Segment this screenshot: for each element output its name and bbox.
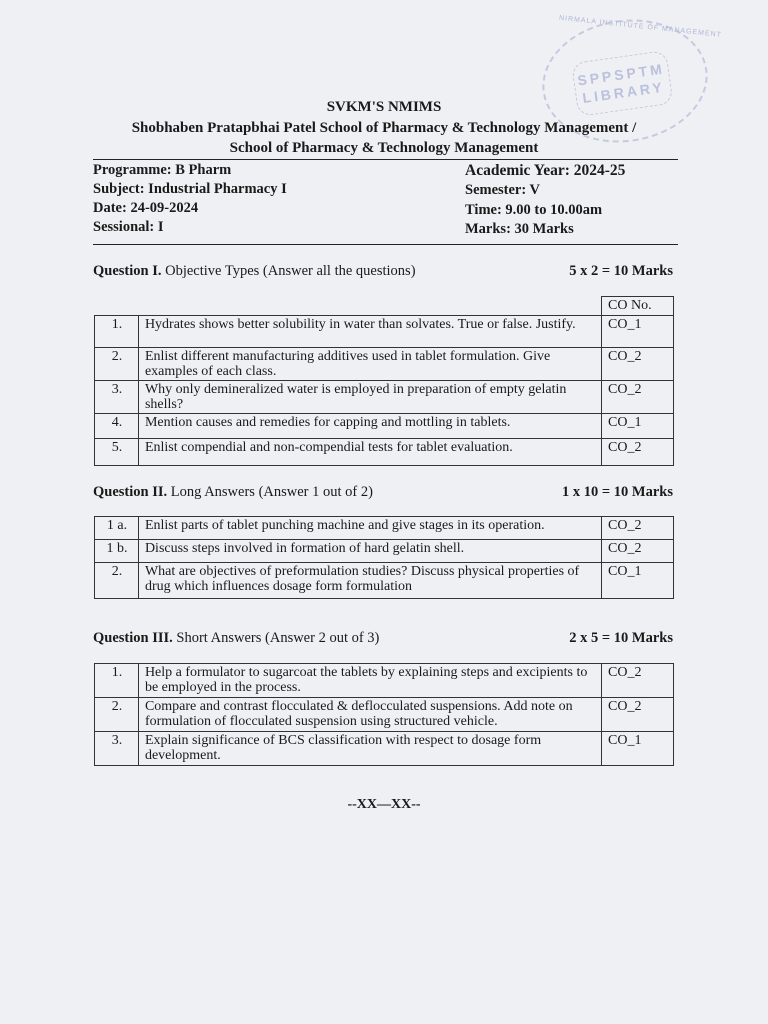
end-of-paper-mark: --XX—XX-- (347, 797, 421, 812)
question-text: Compare and contrast flocculated & deflocculated suspensions. Add note on formulation of flocculated suspension using structured vehicle. (138, 698, 601, 732)
q2-table (94, 516, 674, 599)
table-row (95, 664, 674, 698)
question-number: 5. (95, 439, 139, 466)
table-row (95, 732, 674, 766)
co-number: CO_2 (602, 664, 674, 698)
question-number: 1. (95, 664, 139, 698)
question-number: 2. (95, 698, 139, 732)
q1-marks: 5 x 2 = 10 Marks (569, 263, 673, 279)
co-number: CO_2 (602, 698, 674, 732)
question-text: Discuss steps involved in formation of hard gelatin shell. (138, 540, 601, 563)
question-text: Why only demineralized water is employed in preparation of empty gelatin shells? (138, 381, 601, 414)
question-number: 1 b. (95, 540, 139, 563)
co-number: CO_1 (602, 732, 674, 766)
co-number: CO_2 (602, 381, 674, 414)
table-row (95, 439, 674, 466)
question-number: 2. (95, 348, 139, 381)
academic-year: Academic Year: 2024-25 (465, 162, 626, 179)
co-number: CO_1 (602, 563, 674, 599)
table-row (95, 348, 674, 381)
co-number: CO_1 (602, 316, 674, 348)
q1-table (94, 296, 674, 466)
table-row (95, 540, 674, 563)
semester: Semester: V (465, 182, 541, 198)
question-text: What are objectives of preformulation studies? Discuss physical properties of drug which influences dosage form formulation (138, 563, 601, 599)
question-number: 2. (95, 563, 139, 599)
table-row (95, 517, 674, 540)
exam-date: Date: 24-09-2024 (93, 200, 199, 216)
header-rule-top (93, 159, 678, 160)
q1-label: Question I. (93, 263, 162, 279)
table-row (95, 381, 674, 414)
q3-table (94, 663, 674, 766)
q2-label: Question II. (93, 484, 168, 500)
table-row (95, 316, 674, 348)
q2-title: Long Answers (Answer 1 out of 2) (170, 484, 373, 500)
question-number: 4. (95, 414, 139, 439)
school-line-2: School of Pharmacy & Technology Management (229, 140, 539, 156)
co-number: CO_2 (602, 348, 674, 381)
q2-heading (93, 484, 673, 501)
question-number: 3. (95, 381, 139, 414)
q3-label: Question III. (93, 630, 173, 646)
question-text: Hydrates shows better solubility in water than solvates. True or false. Justify. (138, 316, 601, 348)
question-text: Enlist parts of tablet punching machine and give stages in its operation. (138, 517, 601, 540)
question-text: Help a formulator to sugarcoat the tablets by explaining steps and excipients to be employed in the process. (138, 664, 601, 698)
co-column-header: CO No. (602, 297, 674, 316)
table-row (95, 698, 674, 732)
exam-time: Time: 9.00 to 10.00am (465, 202, 603, 218)
question-number: 3. (95, 732, 139, 766)
q1-header-row (95, 297, 674, 316)
question-text: Enlist different manufacturing additives used in tablet formulation. Give examples of each class. (138, 348, 601, 381)
header-rule-bottom (93, 244, 678, 245)
co-number: CO_1 (602, 414, 674, 439)
q3-title: Short Answers (Answer 2 out of 3) (176, 630, 380, 646)
table-row (95, 563, 674, 599)
q2-marks: 1 x 10 = 10 Marks (562, 484, 673, 500)
table-row (95, 414, 674, 439)
total-marks: Marks: 30 Marks (465, 221, 574, 237)
school-line-1: Shobhaben Pratapbhai Patel School of Pharmacy & Technology Management / (131, 120, 637, 136)
co-number: CO_2 (602, 517, 674, 540)
question-text: Enlist compendial and non-compendial tests for tablet evaluation. (138, 439, 601, 466)
co-number: CO_2 (602, 540, 674, 563)
subject: Subject: Industrial Pharmacy I (93, 181, 287, 197)
sessional: Sessional: I (93, 219, 164, 235)
co-number: CO_2 (602, 439, 674, 466)
question-number: 1 a. (95, 517, 139, 540)
q3-heading (93, 630, 673, 647)
question-text: Mention causes and remedies for capping and mottling in tablets. (138, 414, 601, 439)
stamp-center-text: SPPSPTM LIBRARY (571, 50, 674, 117)
programme: Programme: B Pharm (93, 162, 232, 178)
stamp-arc-text: NIRMALA INSTITUTE OF MANAGEMENT (558, 14, 723, 39)
org-title: SVKM'S NMIMS (326, 99, 442, 115)
q1-heading (93, 263, 673, 280)
q1-title: Objective Types (Answer all the questions) (165, 263, 416, 279)
q3-marks: 2 x 5 = 10 Marks (569, 630, 673, 646)
question-number: 1. (95, 316, 139, 348)
question-text: Explain significance of BCS classification with respect to dosage form development. (138, 732, 601, 766)
